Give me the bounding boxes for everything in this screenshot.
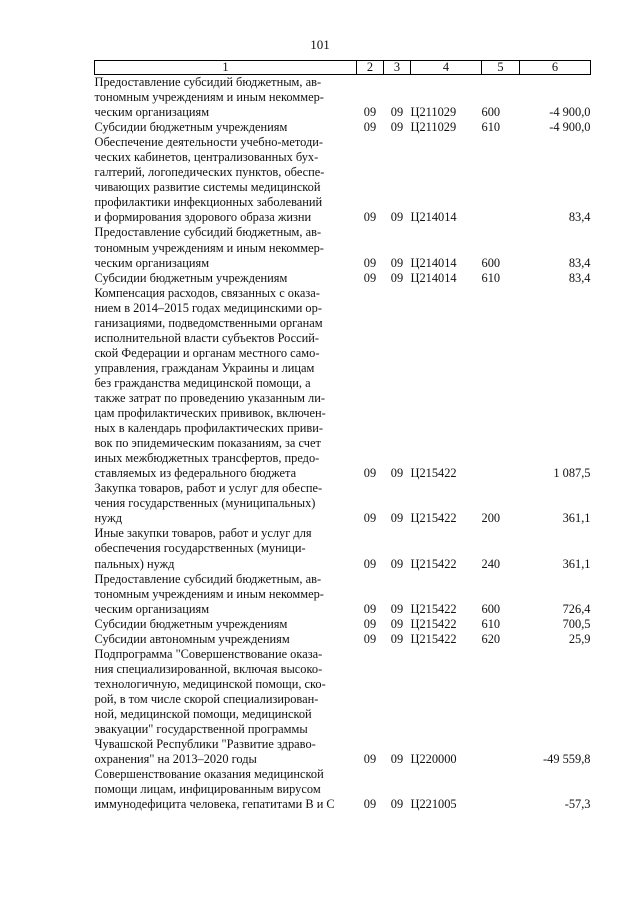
description-line: чивающих развитие системы медицинской: [94, 180, 321, 195]
subsection-code: 09: [390, 601, 404, 616]
description-line: технологичную, медицинской помощи, ско-: [94, 676, 326, 691]
row-description: [95, 481, 357, 526]
header-col-5: 5: [482, 61, 520, 75]
amount: 726,4: [562, 601, 591, 616]
description-line: ных в календарь профилактических приви-: [94, 421, 324, 436]
expense-type-code: [482, 647, 520, 767]
target-article-code: Ц215422: [410, 601, 457, 616]
subsection-code: 09: [390, 797, 404, 812]
subsection-code: 09: [390, 511, 404, 526]
description-line: и формирования здорового образа жизни: [94, 210, 312, 225]
description-line: цам профилактических прививок, включен-: [94, 406, 326, 421]
target-article-code: Ц215422: [410, 556, 457, 571]
subsection-code: 09: [390, 631, 404, 646]
section-code: 09: [363, 120, 377, 135]
description-line: Обеспечение деятельности учебно-методи-: [94, 135, 324, 150]
table-row: [95, 135, 591, 225]
header-col-2: 2: [357, 61, 384, 75]
table-row: [95, 572, 591, 617]
page-number: 101: [310, 37, 330, 52]
subsection-code: 09: [390, 556, 404, 571]
expense-type-code: 610: [481, 120, 501, 135]
target-article-code: Ц214014: [410, 210, 457, 225]
description-line: Компенсация расходов, связанных с оказа-: [94, 285, 320, 300]
section-code: 09: [363, 797, 377, 812]
subsection-code: 09: [390, 210, 404, 225]
expense-type-code: 240: [481, 556, 501, 571]
description-line: вок по эпидемическим показаниям, за счет: [94, 436, 321, 451]
description-line: управления, гражданам Украины и лицам: [94, 360, 315, 375]
description-line: тономным учреждениям и иным некоммер-: [94, 586, 324, 601]
row-description: [95, 271, 357, 286]
expense-type-code: [482, 767, 520, 812]
description-line: также затрат по проведению указанным ли-: [94, 390, 325, 405]
header-row: [95, 61, 591, 75]
subsection-code: 09: [390, 616, 404, 631]
header-col-4: 4: [411, 61, 482, 75]
description-line: ной, медицинской помощи, медицинской: [94, 706, 312, 721]
expense-type-code: 610: [481, 270, 501, 285]
row-description: [95, 767, 357, 812]
amount: -4 900,0: [549, 105, 591, 120]
row-description: [95, 225, 357, 270]
row-description: [95, 75, 357, 121]
row-description: [95, 632, 357, 647]
header-col-1: 1: [95, 61, 357, 75]
table-body: [95, 75, 591, 813]
budget-table: [94, 60, 591, 812]
target-article-code: Ц214014: [410, 255, 457, 270]
description-line: Субсидии бюджетным учреждениям: [94, 616, 288, 631]
table-row: [95, 120, 591, 135]
description-line: обеспечения государственных (муници-: [94, 541, 306, 556]
expense-type-code: [482, 286, 520, 482]
description-line: ния специализированной, включая высоко-: [94, 661, 323, 676]
description-line: ганизациями, подведомственными органам: [94, 315, 323, 330]
target-article-code: Ц215422: [410, 511, 457, 526]
row-description: [95, 120, 357, 135]
row-description: [95, 572, 357, 617]
description-line: иммунодефицита человека, гепатитами В и С: [94, 797, 335, 812]
section-code: 09: [363, 631, 377, 646]
target-article-code: Ц211029: [410, 105, 457, 120]
section-code: 09: [363, 601, 377, 616]
target-article-code: Ц220000: [410, 752, 457, 767]
amount: 700,5: [562, 616, 591, 631]
description-line: профилактики инфекционных заболеваний: [94, 195, 323, 210]
expense-type-code: 600: [481, 255, 501, 270]
description-line: ческим организациям: [94, 601, 210, 616]
description-line: помощи лицам, инфицированным вирусом: [94, 782, 321, 797]
row-description: [95, 135, 357, 225]
description-line: галтерий, логопедических пунктов, обеспе-: [94, 165, 325, 180]
description-line: без гражданства медицинской помощи, а: [94, 375, 311, 390]
description-line: Предоставление субсидий бюджетным, ав-: [94, 571, 322, 586]
subsection-code: 09: [390, 255, 404, 270]
target-article-code: Ц215422: [410, 631, 457, 646]
expense-type-code: 600: [481, 105, 501, 120]
description-line: ской Федерации и органам местного само-: [94, 345, 320, 360]
amount: -49 559,8: [543, 752, 591, 767]
description-line: Чувашской Республики "Развитие здраво-: [94, 737, 316, 752]
section-code: 09: [363, 270, 377, 285]
table-header: [95, 61, 591, 75]
table-row: [95, 271, 591, 286]
row-description: [95, 286, 357, 482]
section-code: 09: [363, 556, 377, 571]
amount: 361,1: [562, 511, 591, 526]
amount: -4 900,0: [549, 120, 591, 135]
amount: -57,3: [564, 797, 591, 812]
expense-type-code: [482, 135, 520, 225]
row-description: [95, 526, 357, 571]
amount: 83,4: [568, 270, 591, 285]
subsection-code: 09: [390, 752, 404, 767]
expense-type-code: 620: [481, 631, 501, 646]
target-article-code: Ц215422: [410, 616, 457, 631]
subsection-code: 09: [390, 105, 404, 120]
description-line: Предоставление субсидий бюджетным, ав-: [94, 75, 322, 89]
description-line: пальных) нужд: [94, 556, 175, 571]
table-row: [95, 617, 591, 632]
table-row: [95, 767, 591, 812]
description-line: нужд: [94, 511, 123, 526]
amount: 25,9: [568, 631, 591, 646]
amount: 83,4: [568, 210, 591, 225]
expense-type-code: 200: [481, 511, 501, 526]
section-code: 09: [363, 210, 377, 225]
subsection-code: 09: [390, 270, 404, 285]
subsection-code: 09: [390, 466, 404, 481]
amount: 1 087,5: [553, 466, 591, 481]
section-code: 09: [363, 105, 377, 120]
table-row: [95, 526, 591, 571]
table-row: [95, 225, 591, 270]
target-article-code: Ц215422: [410, 466, 457, 481]
description-line: Иные закупки товаров, работ и услуг для: [94, 526, 312, 541]
section-code: 09: [363, 255, 377, 270]
description-line: тономным учреждениям и иным некоммер-: [94, 240, 324, 255]
target-article-code: Ц214014: [410, 270, 457, 285]
target-article-code: Ц211029: [410, 120, 457, 135]
target-article-code: Ц221005: [410, 797, 457, 812]
header-col-3: 3: [384, 61, 411, 75]
description-line: Закупка товаров, работ и услуг для обеспе-: [94, 481, 323, 496]
description-line: тономным учреждениям и иным некоммер-: [94, 90, 324, 105]
description-line: ческим организациям: [94, 255, 210, 270]
description-line: Субсидии автономным учреждениям: [94, 631, 290, 646]
description-line: ческим организациям: [94, 105, 210, 120]
description-line: охранения" на 2013–2020 годы: [94, 752, 257, 767]
section-code: 09: [363, 466, 377, 481]
table-row: [95, 481, 591, 526]
table-row: [95, 75, 591, 121]
row-description: [95, 617, 357, 632]
description-line: чения государственных (муниципальных): [94, 496, 316, 511]
description-line: эвакуации" государственной программы: [94, 722, 308, 737]
description-line: Совершенствование оказания медицинской: [94, 767, 324, 782]
section-code: 09: [363, 752, 377, 767]
amount: 361,1: [562, 556, 591, 571]
amount: 83,4: [568, 255, 591, 270]
expense-type-code: 610: [481, 616, 501, 631]
description-line: Подпрограмма "Совершенствование оказа-: [94, 646, 323, 661]
description-line: Субсидии бюджетным учреждениям: [94, 270, 288, 285]
table-row: [95, 632, 591, 647]
row-description: [95, 647, 357, 767]
description-line: иных межбюджетных трансфертов, предо-: [94, 451, 320, 466]
description-line: исполнительной власти субъектов Россий-: [94, 330, 320, 345]
description-line: рой, в том числе скорой специализирован-: [94, 691, 319, 706]
header-col-6: 6: [520, 61, 591, 75]
section-code: 09: [363, 511, 377, 526]
subsection-code: 09: [390, 120, 404, 135]
description-line: нием в 2014–2015 годах медицинскими ор-: [94, 300, 322, 315]
table-row: [95, 647, 591, 767]
table-row: [95, 286, 591, 482]
description-line: ставляемых из федерального бюджета: [94, 466, 297, 481]
description-line: Субсидии бюджетным учреждениям: [94, 120, 288, 135]
description-line: Предоставление субсидий бюджетным, ав-: [94, 225, 322, 240]
expense-type-code: 600: [481, 601, 501, 616]
section-code: 09: [363, 616, 377, 631]
description-line: ческих кабинетов, централизованных бух-: [94, 150, 319, 165]
